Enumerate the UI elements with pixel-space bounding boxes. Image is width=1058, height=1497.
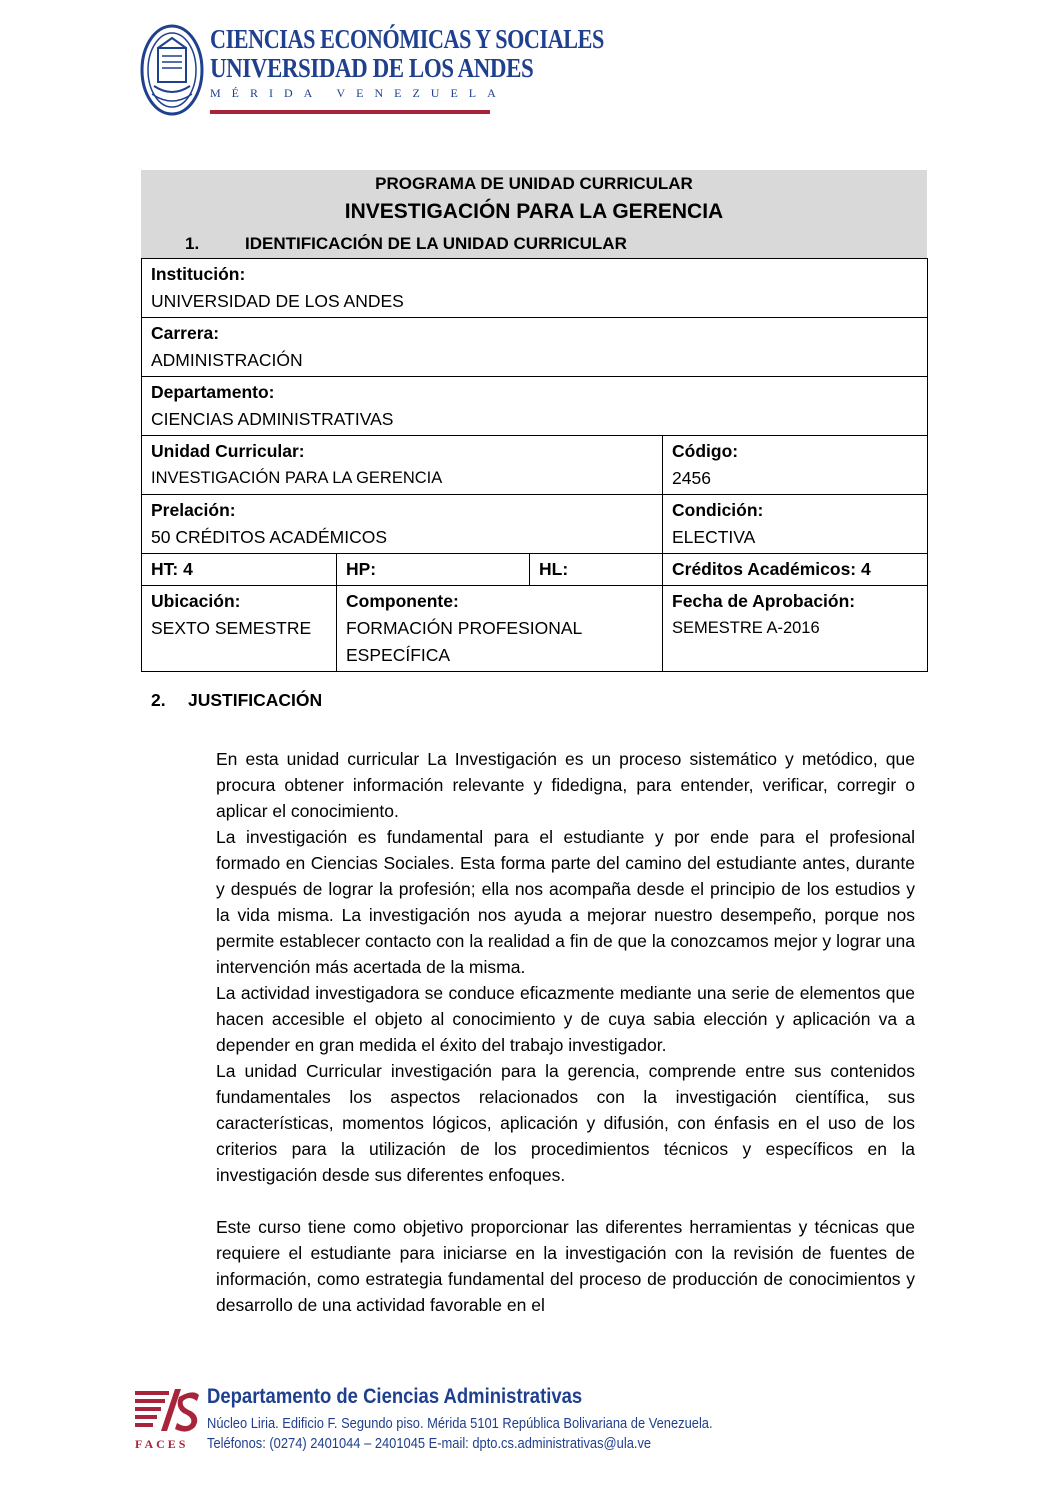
identification-grid <box>141 258 928 672</box>
section-1-heading <box>185 234 627 254</box>
section-2-number: 2. <box>151 690 166 710</box>
section-1-number: 1. <box>185 234 200 253</box>
cell-ht <box>142 554 337 586</box>
cell-unidad <box>142 436 663 495</box>
faculty-header <box>140 24 604 116</box>
section-2-heading <box>151 690 322 711</box>
hl-text: HL: <box>539 559 569 579</box>
header-divider <box>210 110 490 114</box>
codigo-label: Código: <box>672 441 739 461</box>
section-2-title: JUSTIFICACIÓN <box>188 690 323 710</box>
departamento-label: Departamento: <box>151 382 275 402</box>
cell-componente <box>337 586 663 672</box>
cell-codigo <box>663 436 928 495</box>
justification-paragraph-3: La actividad investigadora se conduce eficazmente mediante una serie de elementos que hacen accesible el objeto al conocimiento y de cuya sabia elección y aplicación va a depender en gran medida el éxito del trabajo investigador. <box>216 983 915 1055</box>
institucion-label: Institución: <box>151 264 246 284</box>
section-1-title: IDENTIFICACIÓN DE LA UNIDAD CURRICULAR <box>245 234 627 253</box>
program-title-band <box>141 170 927 258</box>
cell-creditos <box>663 554 928 586</box>
row-institucion <box>142 259 928 318</box>
cell-departamento <box>142 377 928 436</box>
institucion-value: UNIVERSIDAD DE LOS ANDES <box>151 291 404 311</box>
justification-paragraph-5: Este curso tiene como objetivo proporcionar las diferentes herramientas y técnicas que requiere el estudiante para iniciarse en la investigación con la revisión de fuentes de información, como estrategia fundamental del proceso de producción de conocimientos y desarrollo de una actividad favorable en el <box>216 1217 915 1315</box>
condicion-label: Condición: <box>672 500 764 520</box>
unidad-value: INVESTIGACIÓN PARA LA GERENCIA <box>151 469 443 487</box>
carrera-value: ADMINISTRACIÓN <box>151 350 303 370</box>
ht-text: HT: 4 <box>151 559 193 579</box>
location-text: MÉRIDA VENEZUELA <box>210 86 507 100</box>
componente-value-line2: ESPECÍFICA <box>346 645 451 665</box>
carrera-label: Carrera: <box>151 323 220 343</box>
department-footer <box>135 1385 735 1455</box>
prelacion-label: Prelación: <box>151 500 236 520</box>
program-heading: PROGRAMA DE UNIDAD CURRICULAR <box>375 174 693 193</box>
ubicacion-value: SEXTO SEMESTRE <box>151 618 312 638</box>
justification-paragraph-1: En esta unidad curricular La Investigación es un proceso sistemático y metódico, que procura obtener información relevante y fidedigna, para entender, verificar, corregir o aplicar el conocimiento. <box>216 749 915 821</box>
ubicacion-label: Ubicación: <box>151 591 241 611</box>
componente-value-line1: FORMACIÓN PROFESIONAL <box>346 618 583 638</box>
row-ubicacion <box>142 586 928 672</box>
justification-body <box>216 746 915 1318</box>
footer-address: Núcleo Liria. Edificio F. Segundo piso. Mérida 5101 República Bolivariana de Venezuela. <box>207 1415 713 1432</box>
unidad-label: Unidad Curricular: <box>151 441 305 461</box>
cell-fecha <box>663 586 928 672</box>
university-seal-icon <box>140 24 204 116</box>
row-unidad <box>142 436 928 495</box>
cell-hl <box>530 554 663 586</box>
row-carrera <box>142 318 928 377</box>
departamento-value: CIENCIAS ADMINISTRATIVAS <box>151 409 394 429</box>
justification-paragraph-2: La investigación es fundamental para el estudiante y por ende para el profesional formado en Ciencias Sociales. Esta forma parte del camino del estudiante antes, durante y después de lograr la profesión; ella nos acompaña desde el principio de los estudios y la vida misma. La investigación nos ayuda a mejorar nuestro desempeño, porque nos permite establecer contacto con la realidad a fin de que la conozcamos mejor y lograr una intervención más acertada de la misma. <box>216 827 915 977</box>
fecha-value: SEMESTRE A-2016 <box>672 619 820 637</box>
fecha-label: Fecha de Aprobación: <box>672 591 856 611</box>
university-name: UNIVERSIDAD DE LOS ANDES <box>210 53 534 83</box>
curricular-unit-table <box>141 170 927 672</box>
cell-prelacion <box>142 495 663 554</box>
cell-carrera <box>142 318 928 377</box>
faces-logo-icon <box>135 1387 201 1435</box>
faculty-name: CIENCIAS ECONÓMICAS Y SOCIALES <box>210 24 604 54</box>
cell-hp <box>337 554 530 586</box>
cell-ubicacion <box>142 586 337 672</box>
condicion-value: ELECTIVA <box>672 527 756 547</box>
footer-contact: Teléfonos: (0274) 2401044 – 2401045 E-mail: dpto.cs.administrativas@ula.ve <box>207 1435 652 1452</box>
codigo-value: 2456 <box>672 468 711 488</box>
cell-institucion <box>142 259 928 318</box>
creditos-text: Créditos Académicos: 4 <box>672 559 871 579</box>
componente-label: Componente: <box>346 591 459 611</box>
faces-logo-text: FACES <box>135 1437 189 1451</box>
cell-condicion <box>663 495 928 554</box>
row-departamento <box>142 377 928 436</box>
row-hours <box>142 554 928 586</box>
footer-department: Departamento de Ciencias Administrativas <box>207 1385 583 1408</box>
prelacion-value: 50 CRÉDITOS ACADÉMICOS <box>151 527 387 547</box>
program-title: INVESTIGACIÓN PARA LA GERENCIA <box>344 200 724 223</box>
justification-paragraph-4: La unidad Curricular investigación para la gerencia, comprende entre sus contenidos fundamentales los aspectos relacionados con la investigación científica, sus características, momentos lógicos, aplicación y difusión, con énfasis en el uso de los criterios para la utilización de los procedimientos técnicos y específicos en la investigación desde sus diferentes enfoques. <box>216 1061 915 1185</box>
row-prelacion <box>142 495 928 554</box>
hp-text: HP: <box>346 559 377 579</box>
